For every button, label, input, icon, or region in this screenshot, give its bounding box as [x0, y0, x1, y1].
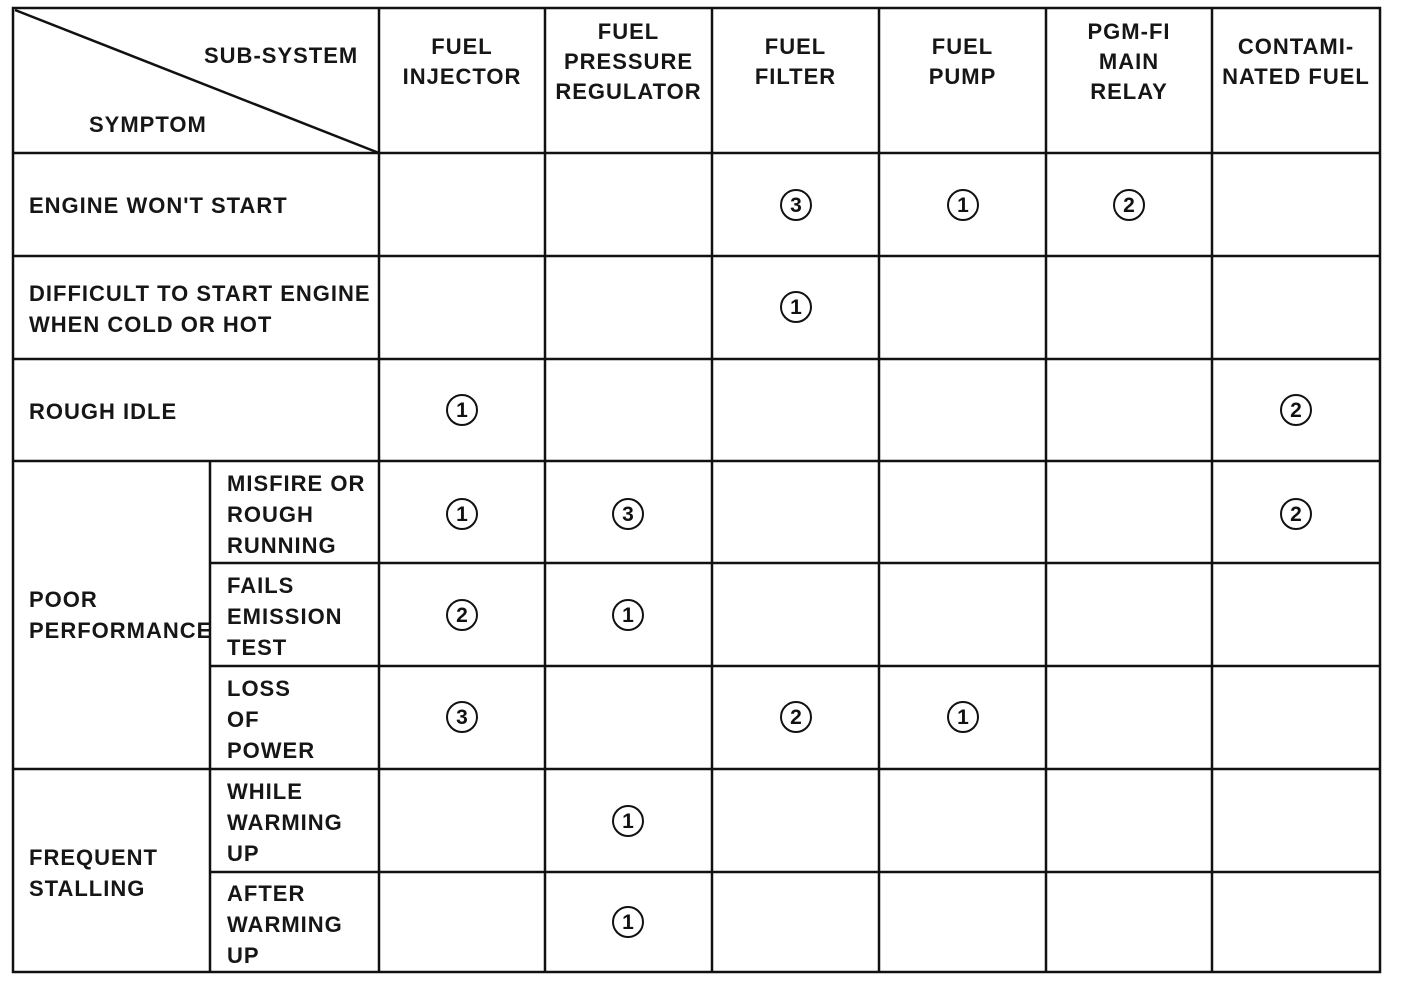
col-header-fuel-injector: FUEL INJECTOR [402, 34, 522, 89]
rank-mark: 1 [446, 498, 478, 530]
rank-mark: 2 [446, 599, 478, 631]
symptom-engine-wont-start: ENGINE WON'T START [29, 193, 288, 218]
symptom-rough-idle: ROUGH IDLE [29, 399, 178, 424]
rank-mark: 1 [446, 394, 478, 426]
col-header-contaminated-fuel: CONTAMI- NATED FUEL [1222, 34, 1370, 89]
symptom-label: SYMPTOM [89, 112, 207, 137]
symptom-while-warming-up: WHILE WARMING UP [227, 779, 343, 866]
rank-mark: 1 [612, 599, 644, 631]
group-label-poor-performance: POOR PERFORMANCE [29, 587, 213, 643]
rank-mark: 1 [947, 189, 979, 221]
col-header-fuel-filter: FUEL FILTER [754, 34, 837, 89]
sub-system-label: SUB-SYSTEM [204, 43, 359, 68]
rank-mark: 2 [1113, 189, 1145, 221]
symptom-difficult-to-start: DIFFICULT TO START ENGINE WHEN COLD OR HOT [29, 281, 371, 337]
col-header-fuel-pressure-regulator: FUEL PRESSURE REGULATOR [555, 19, 702, 104]
rank-mark: 2 [1280, 394, 1312, 426]
symptom-loss-of-power: LOSS OF POWER [227, 676, 316, 763]
rank-mark: 3 [780, 189, 812, 221]
col-header-pgm-fi-main-relay: PGM-FI MAIN RELAY [1087, 19, 1171, 104]
rank-mark: 2 [780, 701, 812, 733]
rank-mark: 3 [446, 701, 478, 733]
symptom-fails-emission-test: FAILS EMISSION TEST [227, 573, 343, 660]
rank-mark: 1 [612, 906, 644, 938]
rank-mark: 1 [947, 701, 979, 733]
col-header-fuel-pump: FUEL PUMP [928, 34, 997, 89]
rank-mark: 1 [612, 805, 644, 837]
rank-mark: 2 [1280, 498, 1312, 530]
rank-mark: 1 [780, 291, 812, 323]
group-label-frequent-stalling: FREQUENT STALLING [29, 845, 158, 901]
symptom-after-warming-up: AFTER WARMING UP [227, 881, 343, 968]
rank-mark: 3 [612, 498, 644, 530]
symptom-misfire: MISFIRE OR ROUGH RUNNING [227, 471, 366, 558]
